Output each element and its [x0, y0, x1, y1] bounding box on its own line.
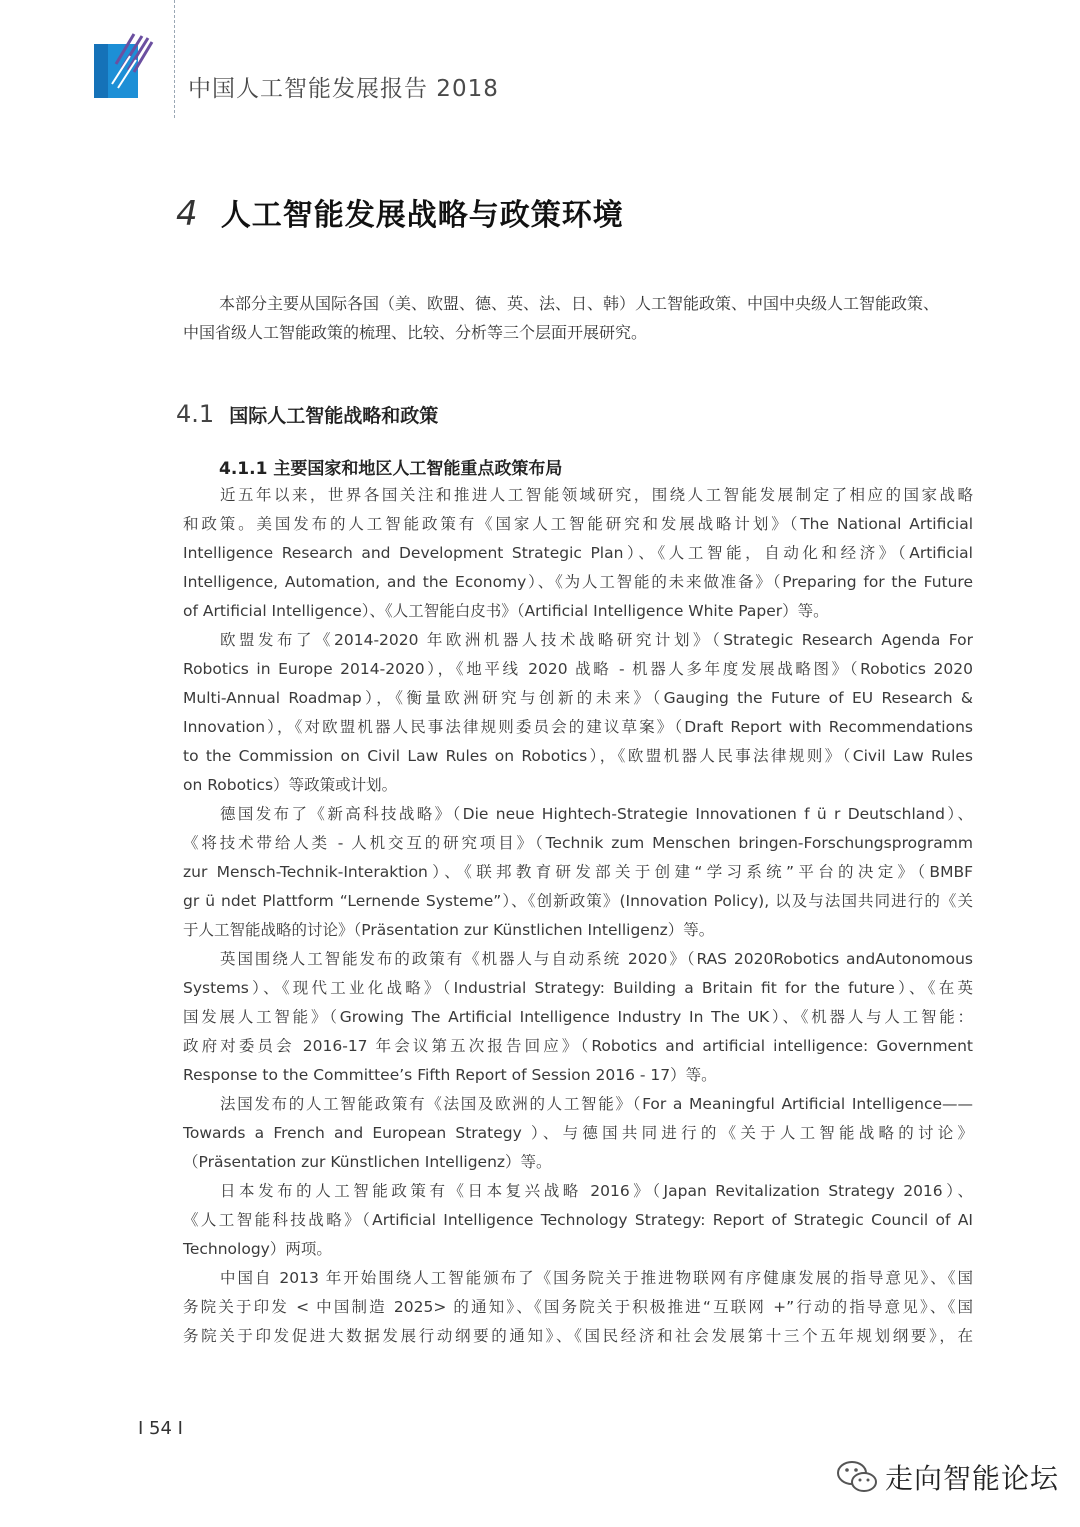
- chapter-number: 4: [176, 194, 198, 234]
- body-line: Systems）、《现代工业化战略》（Industrial Strategy: Building a Britain fit for the future）、《在英: [183, 979, 973, 997]
- watermark-text: 走向智能论坛: [885, 1462, 1060, 1495]
- body-line: 于人工智能战略的讨论》（Präsentation zur Künstlichen Intelligenz）等。: [183, 921, 715, 939]
- body-line: Technology）两项。: [183, 1240, 332, 1258]
- body-line: Response to the Committee’s Fifth Report of Session 2016 - 17）等。: [183, 1066, 717, 1084]
- body-line: 法国发布的人工智能政策有《法国及欧洲的人工智能》（For a Meaningful Artificial Intelligence——: [220, 1095, 973, 1113]
- body-line: 近五年以来，世界各国关注和推进人工智能领域研究，围绕人工智能发展制定了相应的国家战略: [220, 486, 973, 504]
- body-line: zur Mensch-Technik-Interaktion）、《联邦教育研发部关于创建“学习系统”平台的决定》（BMBF: [183, 863, 973, 881]
- body-line: Robotics in Europe 2014-2020），《地平线 2020 战略 - 机器人多年度发展战略图》（Robotics 2020: [183, 660, 973, 678]
- intro-line: 本部分主要从国际各国（美、欧盟、德、英、法、日、韩）人工智能政策、中国中央级人工智能政策、: [219, 294, 940, 313]
- section-number: 4.1: [176, 400, 215, 428]
- header-divider: [174, 0, 175, 118]
- body-line: Innovation），《对欧盟机器人民事法律规则委员会的建议草案》（Draft Report with Recommendations: [183, 718, 973, 736]
- body-line: gr ü ndet Plattform “Lernende Systeme”）、《创新政策》(Innovation Policy), 以及与法国共同进行的《关: [183, 892, 973, 910]
- body-line: 德国发布了《新高科技战略》（Die neue Hightech-Strategie Innovationen f ü r Deutschland）、: [220, 805, 973, 823]
- body-line: 中国自 2013 年开始围绕人工智能颁布了《国务院关于推进物联网有序健康发展的指导意见》、《国: [220, 1269, 973, 1287]
- body-line: Intelligence Research and Development Strategic Plan）、《人工智能，自动化和经济》（Artificial: [183, 544, 973, 562]
- body-line: 国发展人工智能》（Growing The Artificial Intelligence Industry In The UK）、《机器人与人工智能：: [183, 1008, 973, 1026]
- body-line: Multi-Annual Roadmap），《衡量欧洲研究与创新的未来》（Gauging the Future of EU Research &: [183, 689, 973, 707]
- body-line: （Präsentation zur Künstlichen Intelligenz）等。: [183, 1153, 552, 1171]
- section-heading: [176, 400, 438, 428]
- report-logo-icon: [94, 30, 156, 98]
- subsection-title: 4.1.1 主要国家和地区人工智能重点政策布局: [219, 459, 563, 479]
- body-line: 日本发布的人工智能政策有《日本复兴战略 2016》（Japan Revitalization Strategy 2016）、: [220, 1182, 973, 1200]
- body-line: 英国围绕人工智能发布的政策有《机器人与自动系统 2020》（RAS 2020Robotics andAutonomous: [220, 950, 973, 968]
- watermark: [835, 1457, 1059, 1497]
- body-line: 和政策。美国发布的人工智能政策有《国家人工智能研究和发展战略计划》（The National Artificial: [183, 515, 973, 533]
- body-line: Towards a French and European Strategy ）、与德国共同进行的《关于人工智能战略的讨论》: [183, 1124, 973, 1142]
- body-line: 《人工智能科技战略》（Artificial Intelligence Technology Strategy: Report of Strategic Council of AI: [183, 1211, 973, 1229]
- body-line: 《将技术带给人类 - 人机交互的研究项目》（Technik zum Menschen bringen-Forschungsprogramm: [183, 834, 973, 852]
- section-title: 国际人工智能战略和政策: [229, 405, 439, 427]
- body-line: 务院关于印发促进大数据发展行动纲要的通知》、《国民经济和社会发展第十三个五年规划纲要》，在: [183, 1327, 973, 1345]
- body-line: 政府对委员会 2016-17 年会议第五次报告回应》（Robotics and artificial intelligence: Government: [183, 1037, 973, 1055]
- body-line: 务院关于印发 < 中国制造 2025> 的通知》、《国务院关于积极推进“互联网 +”行动的指导意见》、《国: [183, 1298, 973, 1316]
- body-line: Intelligence, Automation, and the Economy）、《为人工智能的未来做准备》（Preparing for the Future: [183, 573, 973, 591]
- chapter-title: 人工智能发展战略与政策环境: [220, 198, 624, 233]
- report-title: 中国人工智能发展报告 2018: [188, 76, 499, 102]
- body-line: to the Commission on Civil Law Rules on Robotics），《欧盟机器人民事法律规则》（Civil Law Rules: [183, 747, 973, 765]
- body-line: on Robotics）等政策或计划。: [183, 776, 398, 794]
- wechat-icon: [835, 1457, 879, 1497]
- body-line: of Artificial Intelligence）、《人工智能白皮书》（Artificial Intelligence White Paper）等。: [183, 602, 829, 620]
- body-line: 欧盟发布了《2014-2020 年欧洲机器人技术战略研究计划》（Strategic Research Agenda For: [220, 631, 973, 649]
- intro-line: 中国省级人工智能政策的梳理、比较、分析等三个层面开展研究。: [183, 323, 648, 342]
- page-number: I 54 I: [138, 1418, 183, 1439]
- chapter-heading: [176, 190, 624, 234]
